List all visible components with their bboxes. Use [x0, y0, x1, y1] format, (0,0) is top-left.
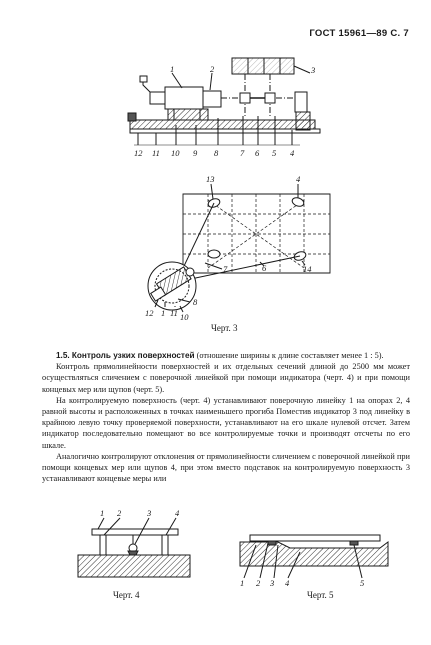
fig3-plan-label-10: 10: [180, 312, 189, 322]
base-plate: [128, 112, 320, 133]
fig3-label-11: 11: [152, 148, 160, 158]
fig3-plan-label-12: 12: [145, 308, 154, 318]
fig3-label-12: 12: [134, 148, 143, 158]
paragraph-3: Аналогично контролируют отклонения от прямолинейности сличением с поверочной линейкой при помощи концевых мер или щупов 4, при этом вместо подставок на контролируемую поверхность 3 устанавливают концевые меры или: [42, 451, 410, 484]
section-title-rest: (отношение ширины к длине составляет менее 1 : 5).: [194, 351, 384, 360]
fig3-label-10: 10: [171, 148, 180, 158]
fig3-plan-label-4: 4: [296, 174, 301, 184]
section-title: 1.5. Контроль узких поверхностей: [56, 351, 195, 360]
fig3-plan-label-1: 1: [161, 308, 166, 318]
fig3-label-3: 3: [311, 65, 316, 75]
section-text: [42, 350, 410, 484]
paragraph-1: Контроль прямолинейности поверхностей и их отдельных сечений длиной до 2500 мм может осуществляться сличением с поверочной линейкой при помощи индикатора (черт. 4) и при помощи концевых мер или щупов (черт. 5).: [42, 362, 410, 394]
block-3: [232, 58, 294, 74]
fig5-label-2: 2: [256, 578, 261, 588]
fig5-label-4: 4: [285, 578, 290, 588]
figure-4-caption: Черт. 4: [113, 590, 140, 600]
reflector: [240, 92, 307, 112]
fig5-label-5: 5: [360, 578, 365, 588]
fig3-plan-label-6: 6: [262, 263, 267, 273]
fig3-plan-label-13: 13: [206, 174, 215, 184]
paragraph-2: На контролируемую поверхность (черт. 4) устанавливают поверочную линейку 1 на опорах 2, 4 равной высоты и расположенных в точках наименьшего прогиба Поместив индикатор 3 под линейку в крайнюю левую точку проверяемой поверхности, устанавливают на его шкале нулевой отсчет. Затем индикатор последовательно помещают во все контролируемые точки и производят отсчеты по его шкале.: [42, 395, 410, 450]
fig4-label-2: 2: [117, 508, 122, 518]
plan-instrument: [148, 262, 196, 310]
fig4-label-3: 3: [147, 508, 152, 518]
fig3-label-9: 9: [193, 148, 198, 158]
section-heading: [42, 350, 410, 361]
fig3-plan-label-8: 8: [193, 297, 198, 307]
fig3-label-1: 1: [170, 64, 175, 74]
fig3-label-6: 6: [255, 148, 260, 158]
fig5-label-1: 1: [240, 578, 245, 588]
figure-5-caption: Черт. 5: [307, 590, 334, 600]
fig5-label-3: 3: [270, 578, 275, 588]
fig3-label-5: 5: [272, 148, 277, 158]
fig3-label-8: 8: [214, 148, 219, 158]
page-header: ГОСТ 15961—89 С. 7: [309, 28, 409, 39]
fig4-label-4: 4: [175, 508, 180, 518]
fig3-label-2: 2: [210, 64, 215, 74]
fig4-label-1: 1: [100, 508, 105, 518]
fig3-plan-label-11: 11: [170, 308, 178, 318]
autocollimator: [140, 76, 221, 120]
fig3-plan-label-14: 14: [303, 264, 312, 274]
figure-3-caption: Черт. 3: [211, 323, 238, 333]
fig3-plan-label-7: 7: [223, 264, 228, 274]
fig3-label-4: 4: [290, 148, 295, 158]
fig3-label-7: 7: [240, 148, 245, 158]
